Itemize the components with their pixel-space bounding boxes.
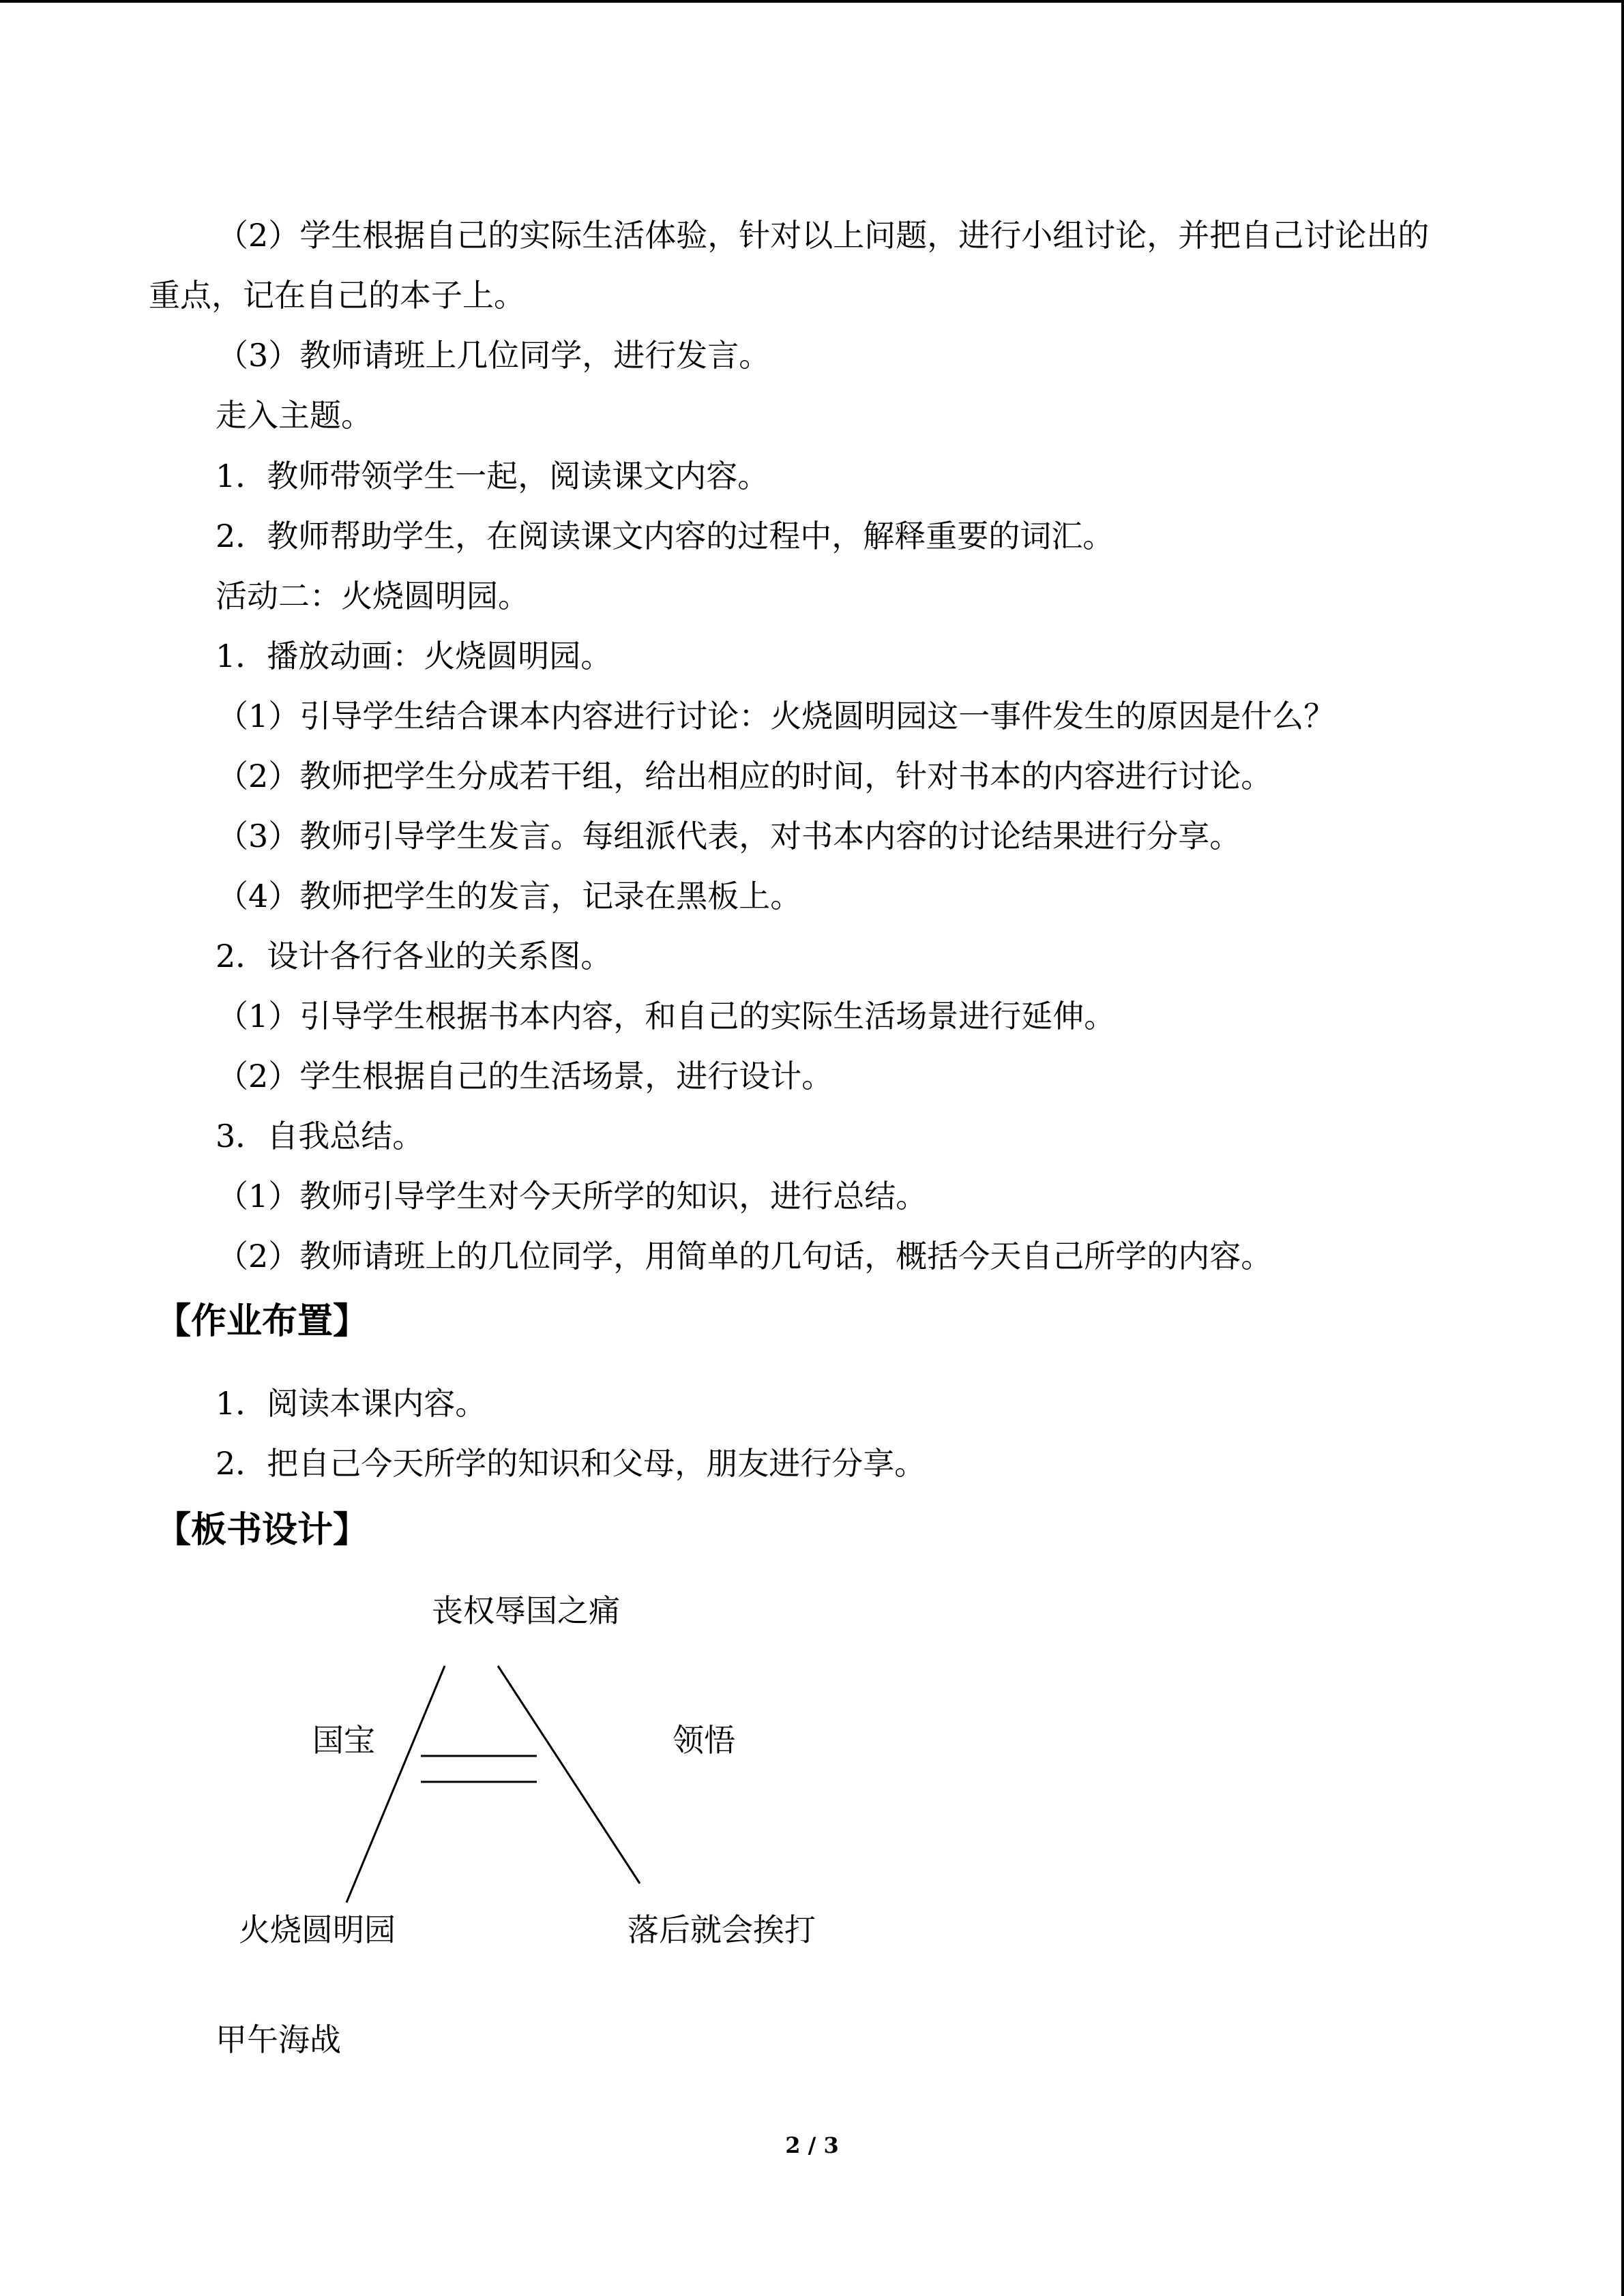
body-line: 1．教师带领学生一起，阅读课文内容。 — [216, 458, 769, 494]
diagram-label-top: 丧权辱国之痛 — [432, 1592, 620, 1629]
body-line: （1）引导学生根据书本内容，和自己的实际生活场景进行延伸。 — [217, 998, 1116, 1034]
body-line: （1）引导学生结合课本内容进行讨论：火烧圆明园这一事件发生的原因是什么？ — [217, 698, 1335, 734]
diagram-label-left: 国宝 — [312, 1722, 375, 1759]
body-line: 3．自我总结。 — [216, 1118, 424, 1154]
body-line: 2．设计各行各业的关系图。 — [216, 938, 612, 974]
body-line: 活动二：火烧圆明园。 — [216, 578, 529, 614]
diagram-left-line — [346, 1666, 445, 1903]
body-line: 重点，记在自己的本子上。 — [149, 277, 525, 314]
diagram-right-line — [498, 1666, 640, 1883]
board-extra: 甲午海战 — [216, 2021, 341, 2058]
diagram-label-bottom-right: 落后就会挨打 — [628, 1911, 816, 1948]
body-line: （1）教师引导学生对今天所学的知识，进行总结。 — [217, 1178, 928, 1214]
diagram-label-bottom-left: 火烧圆明园 — [239, 1911, 396, 1948]
board-heading: 【板书设计】 — [156, 1510, 369, 1551]
body-line: （2）教师请班上的几位同学，用简单的几句话，概括今天自己所学的内容。 — [217, 1238, 1273, 1274]
body-line: （3）教师引导学生发言。每组派代表，对书本内容的讨论结果进行分享。 — [217, 818, 1241, 854]
homework-item: 1．阅读本课内容。 — [216, 1385, 487, 1422]
body-line: 1．播放动画：火烧圆明园。 — [216, 638, 612, 674]
body-line: （2）教师把学生分成若干组，给出相应的时间，针对书本的内容进行讨论。 — [217, 758, 1273, 794]
homework-heading: 【作业布置】 — [156, 1301, 369, 1342]
body-line: 走入主题。 — [216, 397, 372, 434]
page-number: 2 / 3 — [785, 2132, 839, 2158]
homework-item: 2．把自己今天所学的知识和父母，朋友进行分享。 — [216, 1445, 926, 1482]
body-line: （2）学生根据自己的生活场景，进行设计。 — [217, 1058, 833, 1094]
body-line: （4）教师把学生的发言，记录在黑板上。 — [217, 878, 802, 914]
diagram-label-right: 领悟 — [673, 1722, 735, 1759]
body-line: （2）学生根据自己的实际生活体验，针对以上问题，进行小组讨论，并把自己讨论出的 — [217, 217, 1430, 254]
body-line: 2．教师帮助学生，在阅读课文内容的过程中，解释重要的词汇。 — [216, 518, 1114, 554]
body-line: （3）教师请班上几位同学，进行发言。 — [217, 337, 771, 374]
